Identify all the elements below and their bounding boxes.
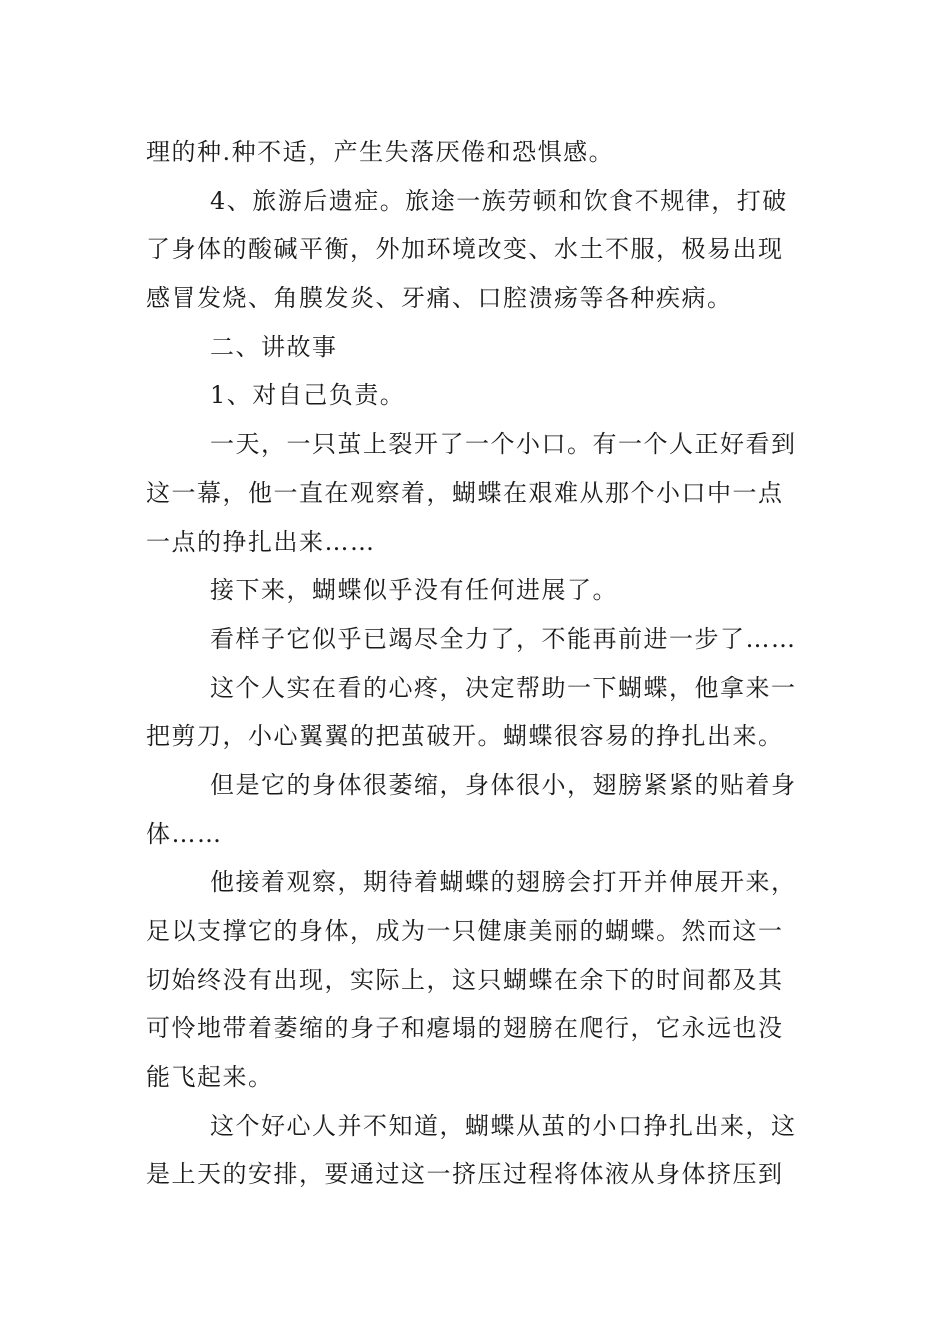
text-line: 感冒发烧、角膜发炎、牙痛、口腔溃疡等各种疾病。 <box>146 284 733 313</box>
text-line: 把剪刀，小心翼翼的把茧破开。蝴蝶很容易的挣扎出来。 <box>146 722 784 751</box>
text-line: 4、旅游后遗症。旅途一族劳顿和饮食不规律，打破 <box>210 186 788 215</box>
document-body <box>146 128 806 1199</box>
text-line: 能飞起来。 <box>146 1063 274 1092</box>
text-line: 可怜地带着萎缩的身子和瘪塌的翅膀在爬行，它永远也没 <box>146 1014 784 1043</box>
text-line: 他接着观察，期待着蝴蝶的翅膀会打开并伸展开来， <box>210 868 797 897</box>
text-line: 切始终没有出现，实际上，这只蝴蝶在余下的时间都及其 <box>146 965 784 994</box>
text-line: 这个人实在看的心疼，决定帮助一下蝴蝶，他拿来一 <box>210 673 797 702</box>
text-line: 一点的挣扎出来…… <box>146 527 376 556</box>
text-line: 看样子它似乎已竭尽全力了，不能再前进一步了…… <box>210 624 797 653</box>
text-line: 理的种.种不适，产生失落厌倦和恐惧感。 <box>146 138 615 166</box>
text-line: 接下来，蝴蝶似乎没有任何进展了。 <box>210 576 618 605</box>
text-line: 但是它的身体很萎缩，身体很小，翅膀紧紧的贴着身 <box>210 770 797 799</box>
section-heading: 二、讲故事 <box>210 332 338 361</box>
text-line: 体…… <box>146 819 223 848</box>
text-line: 足以支撑它的身体，成为一只健康美丽的蝴蝶。然而这一 <box>146 917 784 945</box>
text-line: 是上天的安排，要通过这一挤压过程将体液从身体挤压到 <box>146 1160 784 1189</box>
text-line: 一天，一只茧上裂开了一个小口。有一个人正好看到 <box>210 430 797 459</box>
text-line: 这一幕，他一直在观察着，蝴蝶在艰难从那个小口中一点 <box>146 478 784 507</box>
subsection-heading: 1、对自己负责。 <box>210 381 406 410</box>
text-line: 了身体的酸碱平衡，外加环境改变、水土不服，极易出现 <box>146 235 784 264</box>
text-line: 这个好心人并不知道，蝴蝶从茧的小口挣扎出来，这 <box>210 1111 797 1140</box>
